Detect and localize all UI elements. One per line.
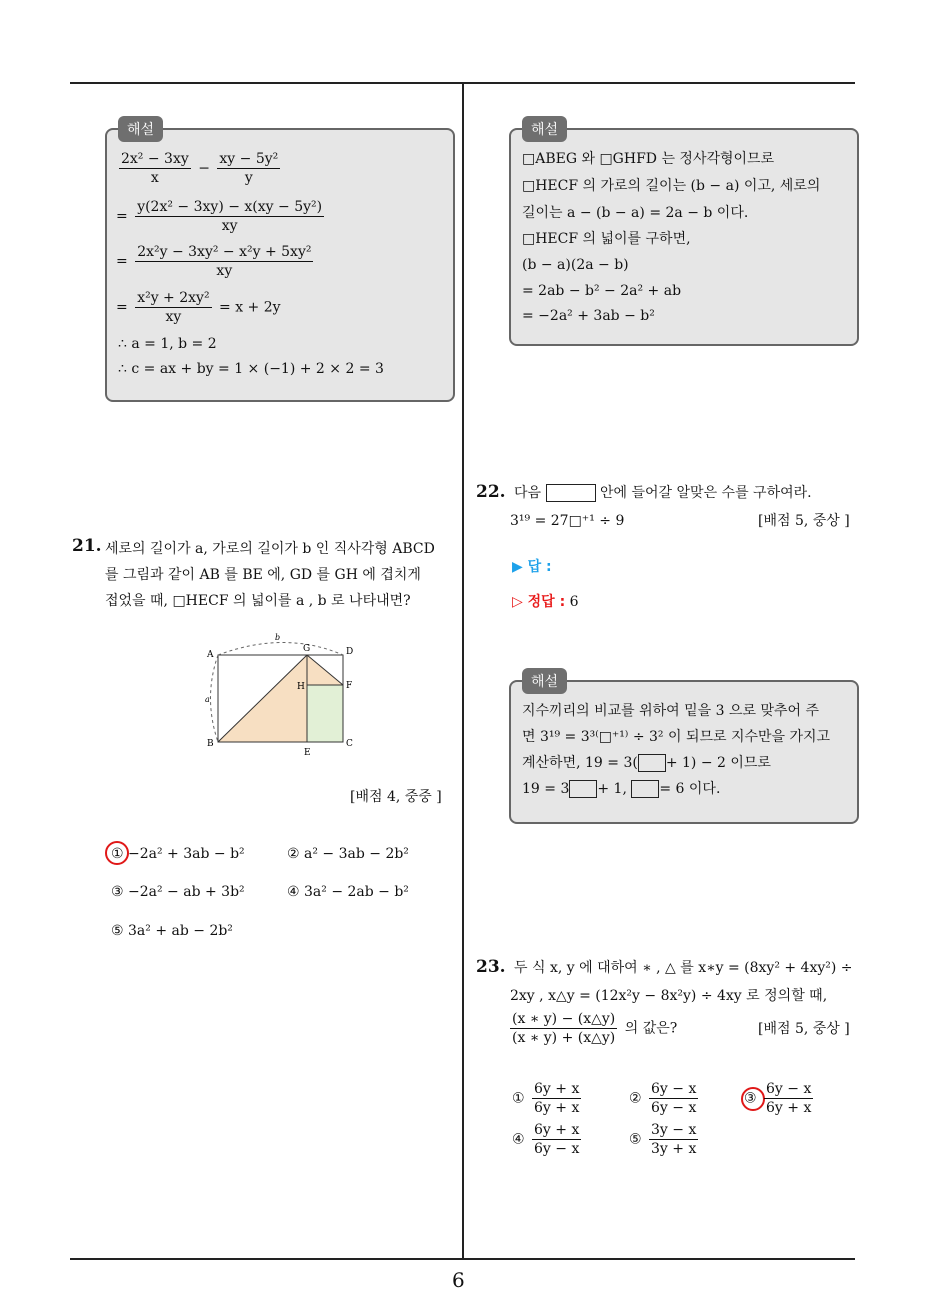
q22-correct <box>512 593 579 611</box>
question-number: 22. <box>476 482 506 502</box>
frac-den: y <box>244 170 253 186</box>
rhs: = x + 2y <box>219 299 281 316</box>
choice-mark: ② <box>629 1090 642 1107</box>
label-G: G <box>303 644 311 654</box>
frac-num: x²y + 2xy² <box>137 290 210 306</box>
question-number: 23. <box>476 957 506 977</box>
label-C: C <box>346 739 353 749</box>
sol-left-line2 <box>116 198 327 235</box>
q23-choice-4[interactable] <box>512 1121 584 1158</box>
frac-num: xy − 5y² <box>219 151 279 167</box>
q23-choice-2[interactable] <box>629 1080 701 1117</box>
q23-score: [배점 5, 중상 ] <box>758 1021 850 1037</box>
q23-line2: 2xy , x△y = (12x²y − 8x²y) ÷ 4xy 로 정의할 때, <box>510 988 828 1004</box>
label-A: A <box>207 650 214 660</box>
answer-blank-box <box>546 484 596 502</box>
q21-choice-5[interactable]: ⑤ 3a² + ab − 2b² <box>111 923 233 939</box>
blank-box <box>569 780 597 798</box>
equals: = <box>116 253 128 270</box>
choice-mark: ③ <box>744 1090 757 1107</box>
sol-r2-line3 <box>522 754 771 772</box>
q21-line2: 를 그림과 같이 AB 를 BE 에, GD 를 GH 에 겹치게 <box>105 567 421 583</box>
correct-label: ▷ 정답 : <box>512 594 566 610</box>
q21-choice-4[interactable]: ④ 3a² − 2ab − b² <box>287 884 409 900</box>
frac-den: (x ∗ y) + (x△y) <box>512 1030 616 1046</box>
minus: − <box>198 160 210 177</box>
page-number: 6 <box>452 1268 465 1292</box>
choice-mark: ① <box>512 1090 525 1107</box>
sol-left-line3 <box>116 243 316 280</box>
q21-figure <box>195 630 365 765</box>
label-a: a <box>205 695 210 704</box>
sol-left-line4 <box>116 289 281 326</box>
sol-left-line1 <box>116 150 283 187</box>
label-F: F <box>346 681 353 691</box>
q23-choice-1[interactable] <box>512 1080 584 1117</box>
q22-score: [배점 5, 중상 ] <box>758 513 850 529</box>
sol-r1-line1: □ABEG 와 □GHFD 는 정사각형이므로 <box>522 151 775 167</box>
frac-num: 6y − x <box>766 1081 812 1097</box>
sol-r2-line4 <box>522 780 720 798</box>
label-H: H <box>297 682 305 692</box>
frac-den: 6y − x <box>651 1100 697 1116</box>
solution-tag-right-1: 해설 <box>522 116 567 142</box>
text: + 1) − 2 이므로 <box>665 755 771 771</box>
q22-text-a: 다음 <box>514 485 542 501</box>
q23-choice-5[interactable] <box>629 1121 701 1158</box>
equals: = <box>116 299 128 316</box>
sol-r1-line4: □HECF 의 넓이를 구하면, <box>522 231 691 247</box>
q23-line1 <box>476 958 853 977</box>
frac-num: y(2x² − 3xy) − x(xy − 5y²) <box>137 199 323 215</box>
sol-r2-line1: 지수끼리의 비교를 위하여 밑을 3 으로 맞추어 주 <box>522 703 820 719</box>
equals: = <box>116 208 128 225</box>
q22-text-b: 안에 들어갈 알맞은 수를 구하여라. <box>600 485 812 501</box>
q21-line3: 접었을 때, □HECF 의 넓이를 a , b 로 나타내면? <box>105 593 411 609</box>
frac-den: 6y + x <box>766 1100 812 1116</box>
q22-expression: 3¹⁹ = 27□⁺¹ ÷ 9 <box>510 513 625 529</box>
bottom-rule <box>70 1258 855 1260</box>
q23-text: 두 식 x, y 에 대하여 ∗ , △ 를 x∗y = (8xy² + 4xy²) ÷ <box>514 960 853 976</box>
label-B: B <box>207 739 214 749</box>
frac-den: x <box>150 170 159 186</box>
frac-num: 6y + x <box>534 1081 580 1097</box>
sol-r1-line2: □HECF 의 가로의 길이는 (b − a) 이고, 세로의 <box>522 178 821 194</box>
q23-line3 <box>507 1010 677 1047</box>
frac-den: xy <box>221 218 238 234</box>
text: 19 = 3 <box>522 781 570 797</box>
label-b: b <box>275 633 281 642</box>
solution-tag-right-2: 해설 <box>522 668 567 694</box>
text: + 1, <box>597 781 627 797</box>
q23-tail: 의 값은? <box>624 1020 678 1037</box>
label-E: E <box>304 748 311 758</box>
frac-num: 6y + x <box>534 1122 580 1138</box>
frac-den: xy <box>216 263 233 279</box>
q21-number <box>72 537 102 556</box>
frac-num: 2x² − 3xy <box>121 151 189 167</box>
frac-den: 3y + x <box>651 1141 697 1157</box>
label-D: D <box>346 647 354 657</box>
frac-num: 6y − x <box>651 1081 697 1097</box>
solution-tag-left: 해설 <box>118 116 163 142</box>
sol-r1-line6: = 2ab − b² − 2a² + ab <box>522 283 682 299</box>
sol-left-line5: ∴ a = 1, b = 2 <box>118 336 217 352</box>
q21-score: [배점 4, 중중 ] <box>350 789 442 805</box>
sol-r2-line2: 면 3¹⁹ = 3³⁽□⁺¹⁾ ÷ 3² 이 되므로 지수만을 가지고 <box>522 729 831 745</box>
text: 계산하면, 19 = 3( <box>522 755 638 771</box>
sol-r1-line3: 길이는 a − (b − a) = 2a − b 이다. <box>522 205 749 221</box>
frac-num: (x ∗ y) − (x△y) <box>512 1011 616 1027</box>
q21-choice-1[interactable]: ① −2a² + 3ab − b² <box>111 846 245 862</box>
frac-den: 6y − x <box>534 1141 580 1157</box>
q22-answer-label: ▶ 답 : <box>512 559 552 575</box>
frac-den: 6y + x <box>534 1100 580 1116</box>
choice-mark: ④ <box>512 1131 525 1148</box>
q23-choice-3[interactable] <box>744 1080 816 1117</box>
q21-choice-2[interactable]: ② a² − 3ab − 2b² <box>287 846 409 862</box>
q21-choice-3[interactable]: ③ −2a² − ab + 3b² <box>111 884 245 900</box>
correct-value: 6 <box>569 594 579 610</box>
blank-box <box>638 754 666 772</box>
q22-line1 <box>476 483 812 502</box>
column-divider <box>462 83 464 1259</box>
sol-r1-line5: (b − a)(2a − b) <box>522 257 629 273</box>
sol-left-line6: ∴ c = ax + by = 1 × (−1) + 2 × 2 = 3 <box>118 361 384 377</box>
frac-num: 3y − x <box>651 1122 697 1138</box>
frac-den: xy <box>165 309 182 325</box>
blank-box <box>631 780 659 798</box>
choice-mark: ⑤ <box>629 1131 642 1148</box>
question-number: 21. <box>72 536 102 556</box>
frac-num: 2x²y − 3xy² − x²y + 5xy² <box>137 244 312 260</box>
sol-r1-line7: = −2a² + 3ab − b² <box>522 308 655 324</box>
text: = 6 이다. <box>659 781 721 797</box>
q21-line1: 세로의 길이가 a, 가로의 길이가 b 인 직사각형 ABCD <box>105 541 435 557</box>
